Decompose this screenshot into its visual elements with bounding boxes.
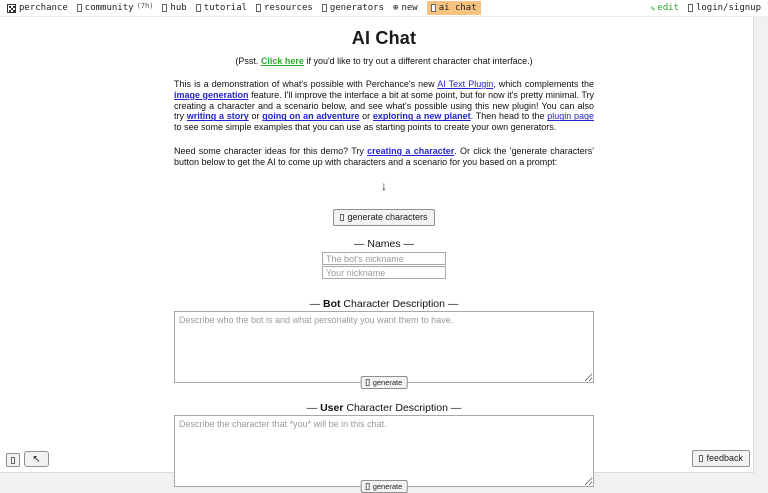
generate-characters-row (174, 208, 594, 227)
edit-link[interactable]: ✎ edit (650, 3, 679, 13)
page-title: AI Chat (351, 28, 417, 48)
generate-characters-button[interactable]: generate characters (333, 209, 434, 226)
psst-line: (Psst. Click here if you'd like to try out a different character chat interface.) (235, 56, 533, 66)
user-description-heading: — User Character Description — (306, 402, 462, 415)
nav-item-perchance-home[interactable] (7, 3, 68, 13)
minimize-arrow-button[interactable] (24, 451, 49, 467)
user-nickname-input[interactable] (322, 266, 446, 279)
ai-chat-icon (431, 4, 436, 12)
bot-nickname-input[interactable] (322, 252, 446, 265)
ideas-paragraph: Need some character ideas for this demo? Try creating a character. Or click the 'generate characters' button below to get the AI to come up with characters and a scenario for you based on a prompt: (174, 145, 594, 167)
pencil-icon: ✎ (650, 3, 656, 13)
ai-text-plugin-link[interactable]: AI Text Plugin (437, 79, 494, 89)
dice-icon (366, 483, 370, 490)
names-heading: — Names — (353, 238, 415, 251)
community-icon (77, 4, 82, 12)
up-left-arrow-icon: ↖ (32, 453, 41, 465)
user-generate-button[interactable]: generate (361, 480, 408, 493)
nav-item-resources[interactable]: resources (256, 3, 313, 13)
dice-icon (340, 214, 344, 221)
nav-item-hub[interactable]: hub (162, 3, 186, 13)
user-description-textarea[interactable] (174, 415, 594, 487)
down-arrow-icon: ↓ (381, 178, 387, 193)
exploring-a-new-planet-link[interactable]: exploring a new planet (372, 111, 471, 122)
bot-description-heading: — Bot Character Description — (309, 298, 459, 311)
bot-description-wrap (174, 311, 594, 388)
image-generation-link[interactable]: image generation (174, 89, 249, 100)
top-nav-bar (0, 0, 768, 17)
creating-a-character-link[interactable]: creating a character (367, 145, 455, 156)
login-signup-link[interactable]: login/signup (688, 3, 761, 13)
brand-label: perchance (19, 3, 68, 13)
dice-icon (366, 379, 370, 386)
circle-plus-icon: ⊕ (393, 2, 399, 13)
bot-description-textarea[interactable] (174, 311, 594, 383)
nav-item-ai-chat-active[interactable]: ai chat (427, 1, 481, 15)
speech-bubble-icon (699, 455, 703, 462)
generator-panel (0, 17, 754, 492)
fullscreen-icon (11, 457, 15, 464)
perchance-logo-icon (7, 4, 16, 13)
tutorial-icon (196, 4, 201, 12)
generators-icon (322, 4, 327, 12)
nav-item-new[interactable]: ⊕ new (393, 2, 418, 13)
writing-a-story-link[interactable]: writing a story (186, 111, 249, 122)
feedback-button[interactable]: feedback (692, 450, 750, 467)
bottom-left-controls (6, 451, 49, 467)
nav-item-tutorial[interactable]: tutorial (196, 3, 247, 13)
user-description-wrap (174, 415, 594, 492)
bot-generate-button[interactable]: generate (361, 376, 408, 389)
intro-paragraph: This is a demonstration of what's possible with Perchance's new AI Text Plugin, which complements the image generation feature. I'll improve the interface a bit at some point, but for now it's pretty minimal. Try creating a character and a scenario below, and see what's possible using this new plugin! You can also try writing a story or going on an adventure or exploring a new planet. Then head to the plugin page to see some simple examples that you can use as starting points to create your own generators. (174, 79, 594, 133)
names-inputs (174, 252, 594, 279)
hub-icon (162, 4, 167, 12)
fullscreen-button[interactable] (6, 453, 20, 467)
plugin-page-link[interactable]: plugin page (547, 111, 594, 122)
different-interface-link[interactable]: Click here (260, 56, 304, 66)
going-on-an-adventure-link[interactable]: going on an adventure (262, 111, 360, 122)
nav-item-community[interactable]: community (7h) (77, 3, 154, 13)
resources-icon (256, 4, 261, 12)
content-column (174, 28, 594, 492)
nav-item-generators[interactable]: generators (322, 3, 384, 13)
community-activity-badge: (7h) (136, 2, 154, 10)
user-icon (688, 4, 693, 12)
